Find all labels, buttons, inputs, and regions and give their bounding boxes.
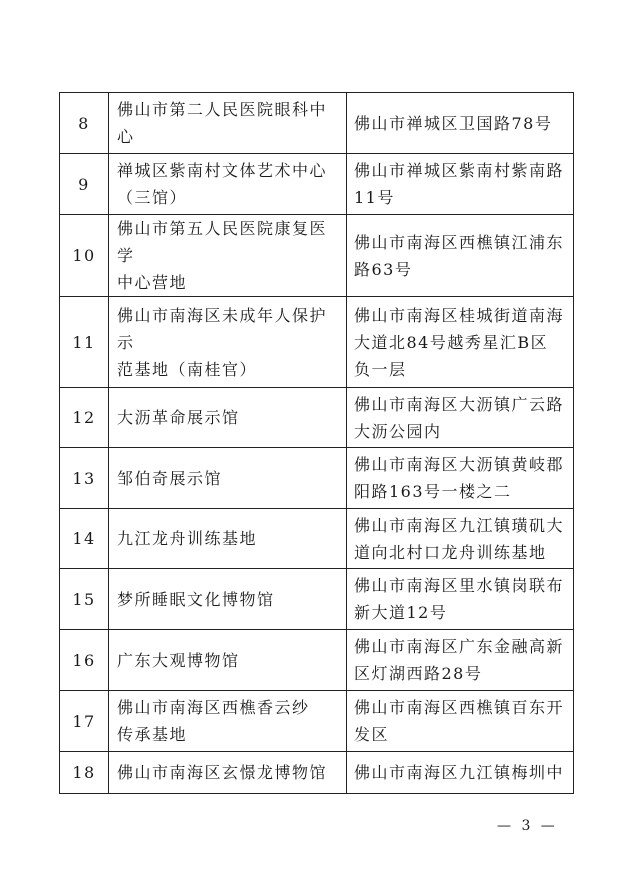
venue-address: 佛山市南海区大沥镇黄岐郡 阳路163号一楼之二 — [347, 448, 574, 509]
venue-address: 佛山市禅城区紫南村紫南路 11号 — [347, 154, 574, 215]
row-number: 14 — [60, 509, 109, 569]
page-number: — 3 — — [497, 818, 558, 834]
venue-address: 佛山市南海区九江镇璜矶大 道向北村口龙舟训练基地 — [347, 509, 574, 569]
venue-address: 佛山市南海区九江镇梅圳中 — [347, 752, 574, 794]
table-row — [60, 297, 574, 388]
table-row — [60, 388, 574, 448]
venue-address: 佛山市南海区西樵镇江浦东 路63号 — [347, 215, 574, 297]
row-number: 9 — [60, 154, 109, 215]
row-number: 17 — [60, 691, 109, 752]
venue-address: 佛山市南海区广东金融高新 区灯湖西路28号 — [347, 630, 574, 691]
table-row — [60, 448, 574, 509]
venue-name: 佛山市南海区未成年人保护示 范基地（南桂官） — [109, 297, 347, 388]
row-number: 10 — [60, 215, 109, 297]
table-row — [60, 630, 574, 691]
row-number: 11 — [60, 297, 109, 388]
venue-name: 佛山市南海区西樵香云纱 传承基地 — [109, 691, 347, 752]
table-row — [60, 154, 574, 215]
table-row — [60, 509, 574, 569]
venue-name: 佛山市第五人民医院康复医学 中心营地 — [109, 215, 347, 297]
venue-name: 梦所睡眠文化博物馆 — [109, 569, 347, 630]
table-row — [60, 752, 574, 794]
venue-name: 佛山市南海区玄憬龙博物馆 — [109, 752, 347, 794]
document-table — [59, 92, 574, 794]
table-row — [60, 691, 574, 752]
row-number: 15 — [60, 569, 109, 630]
row-number: 18 — [60, 752, 109, 794]
row-number: 8 — [60, 93, 109, 154]
venue-address: 佛山市南海区西樵镇百东开 发区 — [347, 691, 574, 752]
venue-name: 邹伯奇展示馆 — [109, 448, 347, 509]
row-number: 16 — [60, 630, 109, 691]
row-number: 12 — [60, 388, 109, 448]
venue-address: 佛山市南海区里水镇岗联布 新大道12号 — [347, 569, 574, 630]
venue-address: 佛山市南海区大沥镇广云路 大沥公园内 — [347, 388, 574, 448]
venue-name: 禅城区紫南村文体艺术中心 （三馆） — [109, 154, 347, 215]
table-row — [60, 215, 574, 297]
venue-address: 佛山市南海区桂城街道南海 大道北84号越秀星汇B区 负一层 — [347, 297, 574, 388]
venue-name: 大沥革命展示馆 — [109, 388, 347, 448]
venue-name: 广东大观博物馆 — [109, 630, 347, 691]
venue-address: 佛山市禅城区卫国路78号 — [347, 93, 574, 154]
row-number: 13 — [60, 448, 109, 509]
table-row — [60, 569, 574, 630]
table-row — [60, 93, 574, 154]
venue-name: 九江龙舟训练基地 — [109, 509, 347, 569]
venue-name: 佛山市第二人民医院眼科中心 — [109, 93, 347, 154]
